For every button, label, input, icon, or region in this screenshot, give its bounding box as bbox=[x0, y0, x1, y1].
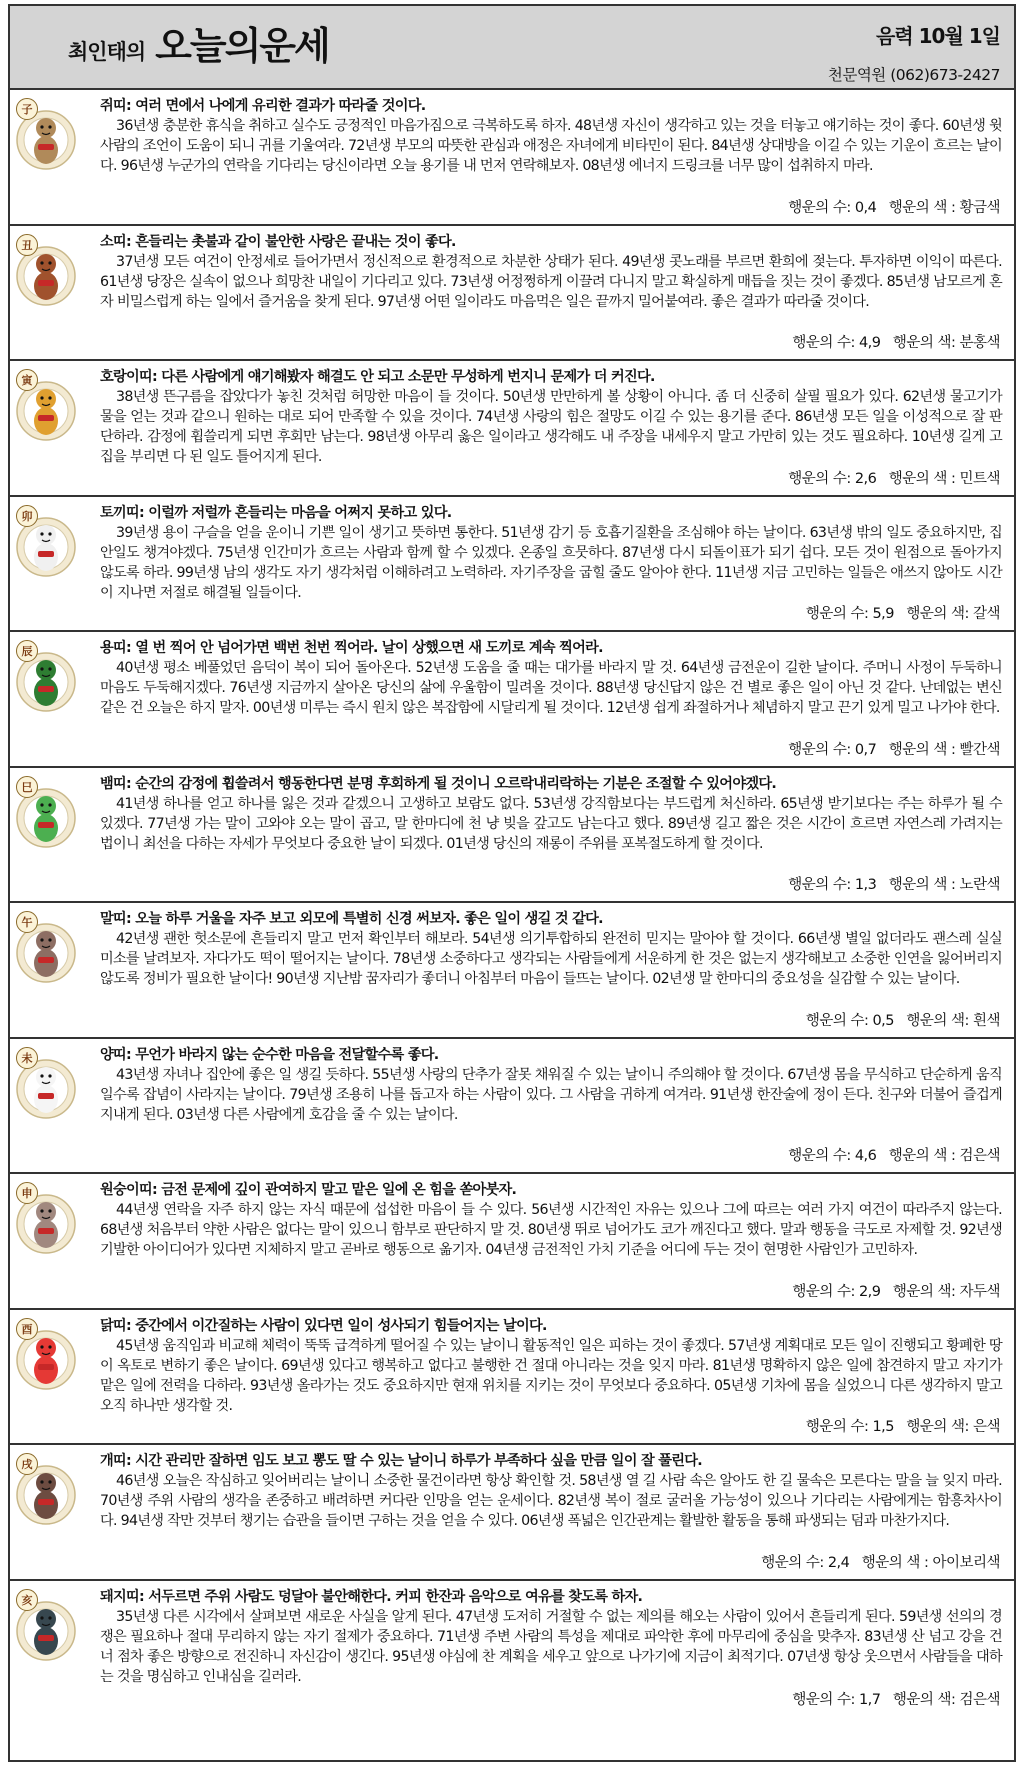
lucky-number: 행운의 수: 0,5 bbox=[805, 1012, 895, 1029]
page-title: 오늘의운세 bbox=[155, 24, 329, 68]
fortune-text bbox=[100, 232, 1002, 312]
contact-info: 천문역원 (062)673-2427 bbox=[827, 66, 1000, 84]
fortune-body: 38년생 뜬구름을 잡았다가 놓친 것처럼 허망한 마음이 들 것이다. 50년생 만만하게 볼 상황이 아니다. 좀 더 신중히 살필 필요가 있다. 62년생 물고기가 물을 얻는 것과 같으니 원하는 대로 되어 만족할 수 있을 것이다. 74년생 사랑의 힘은 절망도 이길 수 있는 용기를 준다. 86년생 모든 일을 이성적으로 잘 판단하라. 감정에 휩쓸리게 되면 후회만 남는다. 98년생 아무리 옳은 일이라고 생각해도 내 주장을 내세우지 말고 가만히 있는 것도 필요하다. 10년생 길게 고집을 부리면 다 된 일도 틀어지게 된다. bbox=[100, 389, 1002, 465]
lucky-number: 행운의 수: 0,4 bbox=[788, 199, 877, 216]
fortune-entry bbox=[10, 903, 1014, 1039]
logo bbox=[68, 26, 329, 66]
fortune-headline: 용띠: 열 번 찍어 안 넘어가면 백번 천번 찍어라. 날이 상했으면 새 도끼로 계속 찍어라. bbox=[100, 640, 603, 656]
lucky-info bbox=[784, 331, 1000, 352]
zodiac-icon-wrap bbox=[14, 232, 76, 342]
header-info bbox=[828, 20, 1000, 85]
zodiac-tag: 午 bbox=[16, 911, 38, 933]
fortune-body: 41년생 하나를 얻고 하나를 잃은 것과 같겠으니 고생하고 보람도 없다. 53년생 강직함보다는 부드럽게 처신하라. 65년생 받기보다는 주는 하루가 될 수 있겠다. 77년생 가는 말이 고와야 오는 말이 곱고, 말 한마디에 천 냥 빚을 갚고도 남는다고 했다. 89년생 길고 짧은 것은 시간이 흐르면 자연스레 가려지는 법이니 최선을 다하는 자세가 무엇보다 중요한 날이 되겠다. 01년생 당신의 재롱이 주위를 포복절도하게 할 것이다. bbox=[100, 795, 1002, 852]
zodiac-icon-wrap bbox=[14, 1451, 76, 1561]
fortune-text bbox=[100, 1451, 1002, 1531]
fortune-body: 43년생 자녀나 집안에 좋은 일 생길 듯하다. 55년생 사랑의 단추가 잘못 채워질 수 있는 날이니 주의해야 할 것이다. 67년생 몸을 무식하고 단순하게 움직일수록 잡념이 사라지는 날이다. 79년생 조용히 나를 돕고자 하는 사람이 있다. 그 사람을 귀하게 여겨라. 91년생 한잔술에 정이 든다. 친구와 더불어 즐겁게 지내게 된다. 03년생 다른 사람에게 호감을 줄 수 있는 날이다. bbox=[100, 1066, 1002, 1123]
lucky-info bbox=[798, 1009, 1000, 1030]
lucky-number: 행운의 수: 1,5 bbox=[805, 1419, 895, 1435]
zodiac-tag: 辰 bbox=[16, 640, 38, 662]
lucky-number: 행운의 수: 0,7 bbox=[788, 741, 877, 758]
fortune-text bbox=[100, 503, 1002, 603]
fortune-text bbox=[100, 1316, 1002, 1416]
fortune-entry bbox=[10, 1174, 1014, 1310]
lucky-info bbox=[780, 467, 1000, 488]
fortune-entry bbox=[10, 1445, 1014, 1581]
zodiac-tag: 未 bbox=[16, 1047, 38, 1069]
lucky-info bbox=[780, 196, 1000, 217]
lucky-info bbox=[784, 1280, 1000, 1301]
fortune-headline: 말띠: 오늘 하루 거울을 자주 보고 외모에 특별히 신경 써보자. 좋은 일이 생길 것 같다. bbox=[100, 911, 603, 927]
zodiac-tag: 寅 bbox=[16, 369, 38, 391]
zodiac-icon-wrap bbox=[14, 1180, 76, 1290]
zodiac-icon-wrap bbox=[14, 774, 76, 884]
zodiac-tag: 丑 bbox=[16, 234, 38, 256]
lucky-number: 행운의 수: 4,6 bbox=[788, 1148, 877, 1164]
fortune-headline: 돼지띠: 서두르면 주위 사람도 덩달아 불안해한다. 커피 한잔과 음악으로 여유를 찾도록 하자. bbox=[100, 1588, 643, 1605]
fortune-entry bbox=[10, 226, 1014, 362]
zodiac-icon-wrap bbox=[14, 96, 76, 206]
fortune-body: 44년생 연락을 자주 하지 않는 자식 때문에 섭섭한 마음이 들 수 있다. 56년생 시간적인 자유는 있으나 그에 따르는 여러 가지 여건이 따라주지 않는다. 68년생 처음부터 약한 사람은 없다는 말이 있으니 함부로 판단하지 말 것. 80년생 뛰로 넘어가도 코가 깨진다고 했다. 말과 행동을 극도로 자제할 것. 92년생 기발한 아이디어가 있다면 지체하지 말고 곧바로 행동으로 옮기자. 04년생 금전적인 가치 기준을 어디에 두는 것이 현명한 사람인가 고민하자. bbox=[100, 1202, 1002, 1258]
author-name: 최인태의 bbox=[68, 39, 146, 64]
lucky-color: 행운의 색: 자두색 bbox=[892, 1283, 1000, 1300]
lucky-info bbox=[798, 602, 1000, 623]
lucky-number: 행운의 수: 1,3 bbox=[788, 877, 877, 893]
zodiac-icon-wrap bbox=[14, 1045, 76, 1155]
lucky-number: 행운의 수: 2,4 bbox=[761, 1554, 850, 1571]
fortune-body: 42년생 괜한 헛소문에 흔들리지 말고 먼저 확인부터 해보라. 54년생 의기투합하되 완전히 믿지는 말아야 할 것이다. 66년생 별일 없더라도 괜스레 실실 미소를 날려보자. 자다가도 떡이 떨어지는 날이다. 78년생 소중하다고 생각되는 사람들에게 서운하게 한 것은 없는지 생각해보고 소중한 인연을 잃어버리지 않도록 정비가 필요한 날이다! 90년생 지난밤 꿈자리가 좋더니 아침부터 마음이 들뜨는 날이다. 02년생 말 한마디의 중요성을 실감할 수 있는 날이다. bbox=[100, 931, 1002, 987]
fortune-page bbox=[8, 4, 1016, 1762]
zodiac-icon-wrap bbox=[14, 503, 76, 613]
lucky-info bbox=[753, 1551, 1000, 1572]
fortune-text bbox=[100, 638, 1002, 718]
fortune-entry bbox=[10, 768, 1014, 904]
fortune-entry bbox=[10, 1310, 1014, 1446]
fortune-text bbox=[100, 1587, 1002, 1687]
zodiac-icon-wrap bbox=[14, 1316, 76, 1426]
fortune-entry bbox=[10, 1039, 1014, 1175]
lucky-color: 행운의 색: 흰색 bbox=[906, 1012, 1000, 1029]
zodiac-tag: 子 bbox=[16, 98, 38, 120]
fortune-text bbox=[100, 1180, 1002, 1260]
fortune-list bbox=[10, 90, 1014, 1716]
lucky-number: 행운의 수: 1,7 bbox=[792, 1692, 881, 1708]
fortune-body: 39년생 용이 구슬을 얻을 운이니 기쁜 일이 생기고 뜻하면 통한다. 51년생 감기 등 호흡기질환을 조심해야 하는 날이다. 63년생 밖의 일도 중요하지만, 집안일도 챙겨야겠다. 75년생 인간미가 흐르는 사람과 함께 할 수 있겠다. 온종일 흐뭇하다. 87년생 다시 되돌이표가 되기 쉽다. 모든 것이 원점으로 돌아가지 않도록 하라. 99년생 남의 생각도 자기 생각처럼 이해하려고 노력하라. 자기주장을 굽힐 줄도 알아야 한다. 11년생 지금 고민하는 일들은 애쓰지 않아도 시간이 지나면 저절로 해결될 일들이다. bbox=[100, 524, 1002, 601]
fortune-body: 46년생 오늘은 작심하고 잊어버리는 날이니 소중한 물건이라면 항상 확인할 것. 58년생 열 길 사람 속은 알아도 한 길 물속은 모른다는 말을 늘 잊지 마라. 70년생 주위 사람의 생각을 존중하고 배려하면 커다란 인망을 얻는 운세이다. 82년생 복이 절로 굴러올 가능성이 있으나 기다리는 사람에게는 함흥차사이다. 94년생 작만 것부터 챙기는 습관을 들이면 구하는 것을 얻을 수 있다. 06년생 폭넓은 인간관계는 활발한 활동을 통해 파생되는 덤과 마찬가지다. bbox=[100, 1473, 1002, 1529]
fortune-entry bbox=[10, 361, 1014, 497]
lucky-color: 행운의 색 : 검은색 bbox=[888, 1148, 1000, 1164]
lucky-color: 행운의 색 : 황금색 bbox=[888, 199, 1000, 216]
zodiac-icon-wrap bbox=[14, 638, 76, 748]
lucky-color: 행운의 색: 갈색 bbox=[906, 606, 1000, 622]
fortune-entry bbox=[10, 632, 1014, 768]
fortune-entry bbox=[10, 497, 1014, 633]
zodiac-tag: 戌 bbox=[16, 1453, 38, 1475]
header bbox=[10, 6, 1014, 90]
fortune-headline: 뱀띠: 순간의 감정에 휩쓸려서 행동한다면 분명 후회하게 될 것이니 오르락내리락하는 기분은 조절할 수 있어야겠다. bbox=[100, 775, 777, 792]
fortune-headline: 닭띠: 중간에서 이간질하는 사람이 있다면 일이 성사되기 힘들어지는 날이다. bbox=[100, 1317, 547, 1334]
fortune-body: 36년생 충분한 휴식을 취하고 실수도 긍정적인 마음가짐으로 극복하도록 하자. 48년생 자신이 생각하고 있는 것을 터놓고 얘기하는 것이 좋다. 60년생 윗사람의 조언이 도움이 되니 귀를 기울여라. 72년생 부모의 따뜻한 관심과 애정은 자녀에게 비타민이 된다. 84년생 상대방을 이길 수 있는 기운이 흐르는 날이다. 96년생 누군가의 연락을 기다리는 당신이라면 오늘 용기를 내 먼저 연락해보자. 08년생 에너지 드링크를 너무 많이 섭취하지 마라. bbox=[100, 118, 1002, 174]
zodiac-tag: 巳 bbox=[16, 776, 38, 798]
fortune-headline: 원숭이띠: 금전 문제에 깊이 관여하지 말고 맡은 일에 온 힘을 쏟아붓자. bbox=[100, 1182, 517, 1198]
zodiac-icon-wrap bbox=[14, 1587, 76, 1697]
lunar-date: 음력 10월 1일 bbox=[876, 24, 1000, 48]
lucky-color: 행운의 색: 은색 bbox=[906, 1419, 1000, 1435]
zodiac-icon-wrap bbox=[14, 367, 76, 477]
lucky-color: 행운의 색 : 민트색 bbox=[888, 470, 1000, 487]
fortune-text bbox=[100, 1045, 1002, 1125]
fortune-body: 35년생 다른 시각에서 살펴보면 새로운 사실을 알게 된다. 47년생 도저히 거절할 수 없는 제의를 해오는 사람이 있어서 흔들리게 된다. 59년생 선의의 경쟁은 필요하나 절대 무리하지 않는 자기 절제가 중요하다. 71년생 주변 사람의 특성을 제대로 파악한 후에 마무리에 중심을 맞추자. 83년생 산 넘고 강을 건너 점차 좋은 방향으로 전진하니 자신감이 생긴다. 95년생 야심에 찬 계획을 세우고 앞으로 나가기에 지금이 최적기다. 07년생 항상 웃으면서 사람들을 대하는 것을 명심하고 인내심을 길러라. bbox=[100, 1608, 1002, 1685]
zodiac-tag: 申 bbox=[16, 1182, 38, 1204]
zodiac-tag: 亥 bbox=[16, 1589, 38, 1611]
fortune-headline: 양띠: 무언가 바라지 않는 순수한 마음을 전달할수록 좋다. bbox=[100, 1046, 439, 1063]
fortune-text bbox=[100, 96, 1002, 176]
fortune-headline: 호랑이띠: 다른 사람에게 얘기해봤자 해결도 안 되고 소문만 무성하게 번지니 문제가 더 커진다. bbox=[100, 369, 655, 385]
lucky-number: 행운의 수: 2,6 bbox=[788, 470, 877, 487]
lucky-color: 행운의 색 : 아이보리색 bbox=[861, 1554, 1000, 1571]
lucky-info bbox=[784, 1688, 1000, 1709]
zodiac-tag: 卯 bbox=[16, 505, 38, 527]
lucky-number: 행운의 수: 4,9 bbox=[792, 335, 881, 351]
fortune-text bbox=[100, 774, 1002, 854]
fortune-body: 37년생 모든 여건이 안정세로 들어가면서 정신적으로 환경적으로 차분한 상태가 된다. 49년생 콧노래를 부르면 환희에 젖는다. 투자하면 이익이 따른다. 61년생 당장은 실속이 없으나 희망찬 내일이 기다리고 있다. 73년생 어정쩡하게 이끌려 다니지 말고 확실하게 매듭을 짓는 것이 좋겠다. 85년생 남모르게 혼자 비밀스럽게 하는 일에서 즐거움을 찾게 된다. 97년생 어떤 일이라도 마음먹은 일은 끝까지 밀어붙여라. 좋은 결과가 따라줄 것이다. bbox=[100, 253, 1002, 310]
lucky-number: 행운의 수: 2,9 bbox=[792, 1283, 881, 1300]
lucky-info bbox=[798, 1415, 1000, 1436]
lucky-color: 행운의 색 : 빨간색 bbox=[888, 741, 1000, 758]
fortune-headline: 쥐띠: 여러 면에서 나에게 유리한 결과가 따라줄 것이다. bbox=[100, 98, 426, 114]
lucky-number: 행운의 수: 5,9 bbox=[805, 606, 895, 622]
fortune-text bbox=[100, 367, 1002, 467]
lucky-color: 행운의 색: 분홍색 bbox=[892, 335, 1000, 351]
fortune-headline: 개띠: 시간 관리만 잘하면 임도 보고 뽕도 딸 수 있는 날이니 하루가 부족하다 싶을 만큼 일이 잘 풀린다. bbox=[100, 1453, 702, 1469]
zodiac-tag: 酉 bbox=[16, 1318, 38, 1340]
lucky-info bbox=[780, 873, 1000, 894]
lucky-color: 행운의 색 : 노란색 bbox=[888, 877, 1000, 893]
fortune-body: 40년생 평소 베풀었던 음덕이 복이 되어 돌아온다. 52년생 도움을 줄 때는 대가를 바라지 말 것. 64년생 금전운이 길한 날이다. 주머니 사정이 두둑하니 마음도 두둑해지겠다. 76년생 지금까지 살아온 당신의 삶에 우울함이 밀려올 것이다. 88년생 당신답지 않은 건 별로 좋은 일이 아닌 것 같다. 난데없는 변신 같은 건 오늘은 하지 말자. 00년생 미루는 즉시 원치 않은 복잡함에 시달리게 될 것이다. 12년생 쉽게 좌절하거나 체념하지 말고 끈기 있게 밀고 나가야 한다. bbox=[100, 660, 1002, 716]
fortune-entry bbox=[10, 1581, 1014, 1717]
lucky-color: 행운의 색: 검은색 bbox=[892, 1692, 1000, 1708]
zodiac-icon-wrap bbox=[14, 909, 76, 1019]
fortune-headline: 소띠: 흔들리는 촛불과 같이 불안한 사랑은 끝내는 것이 좋다. bbox=[100, 233, 456, 250]
fortune-headline: 토끼띠: 이럴까 저럴까 흔들리는 마음을 어쩌지 못하고 있다. bbox=[100, 504, 452, 521]
lucky-info bbox=[780, 1144, 1000, 1165]
fortune-entry bbox=[10, 90, 1014, 226]
fortune-body: 45년생 움직임과 비교해 체력이 뚝뚝 급격하게 떨어질 수 있는 날이니 활동적인 일은 피하는 것이 좋겠다. 57년생 계획대로 모든 일이 진행되고 황폐한 땅이 옥토로 변하기 좋은 날이다. 69년생 있다고 행복하고 없다고 불행한 건 절대 아니라는 것을 잊지 마라. 81년생 명확하지 않은 일에 참견하지 말고 자기가 맡은 일에 전력을 다하라. 93년생 올라가는 것도 중요하지만 현재 위치를 지키는 것이 무엇보다 중요하다. 05년생 기차에 몸을 실었으니 다른 생각하지 말고 오직 하나만 생각할 것. bbox=[100, 1337, 1002, 1414]
fortune-text bbox=[100, 909, 1002, 989]
lucky-info bbox=[780, 738, 1000, 759]
